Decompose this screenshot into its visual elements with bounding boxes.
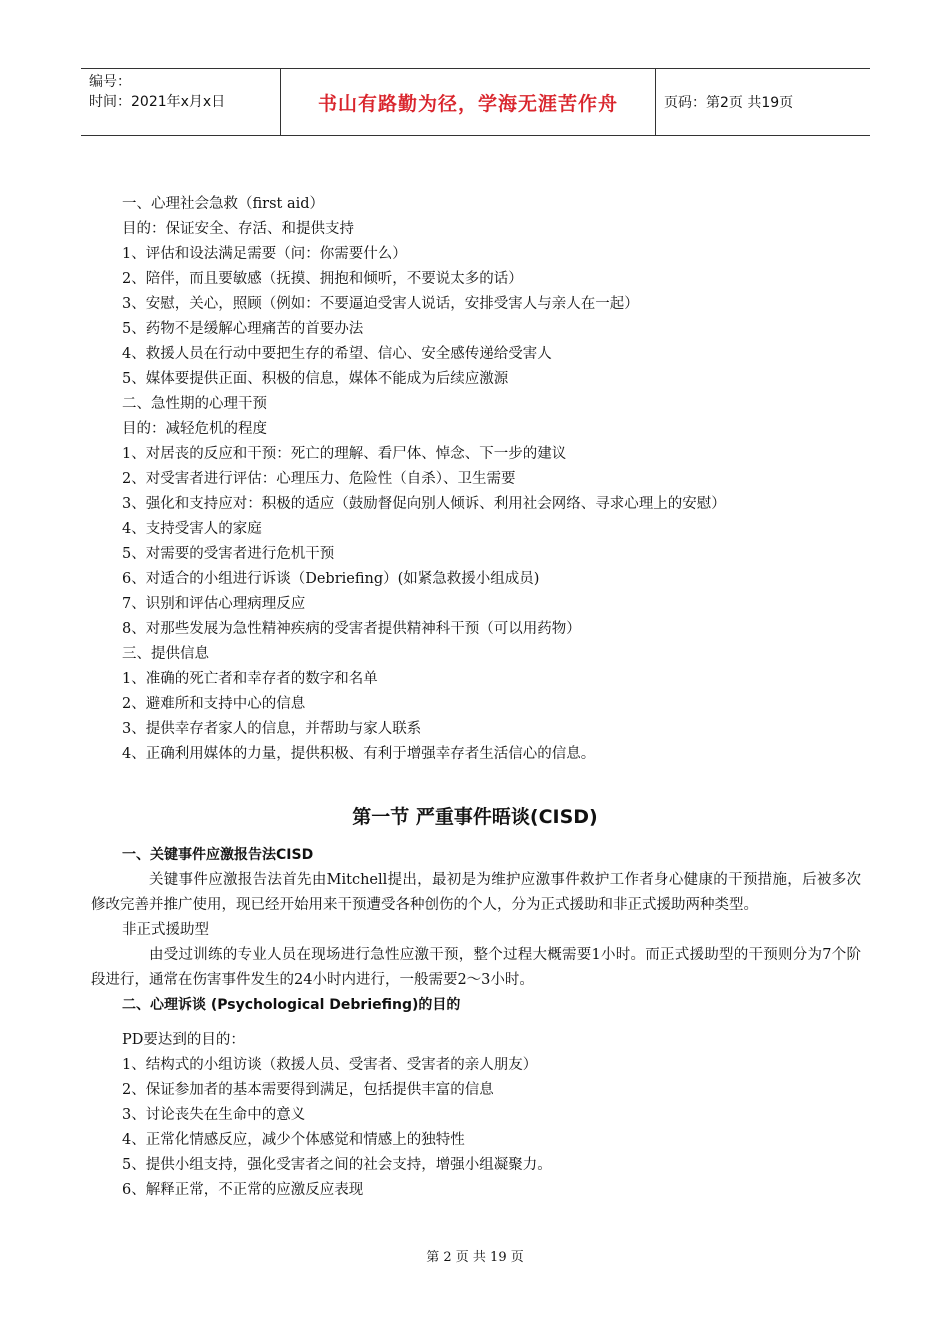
text-line: PD要达到的目的： [122,1032,245,1048]
page-header [81,68,870,136]
text-line: 三、提供信息 [122,646,209,662]
text-line: 2、对受害者进行评估：心理压力、危险性（自杀）、卫生需要 [122,471,516,487]
list-item: 4、正常化情感反应，减少个体感觉和情感上的独特性 [122,1132,465,1148]
date-label: 时间：2021年x月x日 [89,94,226,110]
text-line: 1、准确的死亡者和幸存者的数字和名单 [122,671,378,687]
text-line: 1、对居丧的反应和干预：死亡的理解、看尸体、悼念、下一步的建议 [122,446,567,462]
part2-content [91,843,861,1203]
text-line: 2、陪伴，而且要敏感（抚摸、拥抱和倾听，不要说太多的话） [122,271,523,287]
text-line: 5、药物不是缓解心理痛苦的首要办法 [122,321,364,337]
part1-content [122,192,842,767]
header-meta [81,69,281,135]
number-label: 编号： [89,74,131,90]
text-line: 4、支持受害人的家庭 [122,521,262,537]
text-line: 目的：保证安全、存活、和提供支持 [122,221,354,237]
subheading: 二、心理诉谈 (Psychological Debriefing)的目的 [122,997,461,1013]
text-line: 3、强化和支持应对：积极的适应（鼓励督促向别人倾诉、利用社会网络、寻求心理上的安慰） [122,496,726,512]
text-line: 目的：减轻危机的程度 [122,421,267,437]
header-motto: 书山有路勤为径，学海无涯苦作舟 [281,69,656,135]
text-line: 7、识别和评估心理病理反应 [122,596,306,612]
section-title: 第一节 严重事件晤谈(CISD) [352,806,598,828]
text-line: 二、急性期的心理干预 [122,396,267,412]
text-line: 5、媒体要提供正面、积极的信息，媒体不能成为后续应激源 [122,371,509,387]
text-line: 非正式援助型 [122,922,209,938]
paragraph: 关键事件应激报告法首先由Mitchell提出，最初是为维护应激事件救护工作者身心健康的干预措施，后被多次修改完善并推广使用，现已经开始用来干预遭受各种创伤的个人，分为正式援助和非正式援助两种类型。 [91,872,861,913]
text-line: 3、提供幸存者家人的信息，并帮助与家人联系 [122,721,422,737]
text-line: 8、对那些发展为急性精神疾病的受害者提供精神科干预（可以用药物） [122,621,581,637]
subheading: 一、关键事件应激报告法CISD [122,847,314,863]
text-line: 3、安慰，关心，照顾（例如：不要逼迫受害人说话，安排受害人与亲人在一起） [122,296,639,312]
paragraph: 由受过训练的专业人员在现场进行急性应激干预，整个过程大概需要1小时。而正式援助型的干预则分为7个阶段进行，通常在伤害事件发生的24小时内进行，一般需要2～3小时。 [91,947,861,988]
text-line: 4、救援人员在行动中要把生存的希望、信心、安全感传递给受害人 [122,346,552,362]
text-line: 5、对需要的受害者进行危机干预 [122,546,335,562]
list-item: 3、讨论丧失在生命中的意义 [122,1107,306,1123]
text-line: 2、避难所和支持中心的信息 [122,696,306,712]
header-page-number: 页码：第2页 共19页 [664,95,794,111]
text-line: 一、心理社会急救（first aid） [122,196,325,212]
text-line: 1、评估和设法满足需要（问：你需要什么） [122,246,407,262]
text-line: 4、正确利用媒体的力量，提供积极、有利于增强幸存者生活信心的信息。 [122,746,596,762]
list-item: 2、保证参加者的基本需要得到满足，包括提供丰富的信息 [122,1082,494,1098]
list-item: 6、解释正常，不正常的应激反应表现 [122,1182,364,1198]
page-footer: 第 2 页 共 19 页 [426,1250,524,1265]
list-item: 5、提供小组支持，强化受害者之间的社会支持，增强小组凝聚力。 [122,1157,552,1173]
text-line: 6、对适合的小组进行诉谈（Debriefing）(如紧急救援小组成员) [122,571,540,587]
list-item: 1、结构式的小组访谈（救援人员、受害者、受害者的亲人朋友） [122,1057,538,1073]
